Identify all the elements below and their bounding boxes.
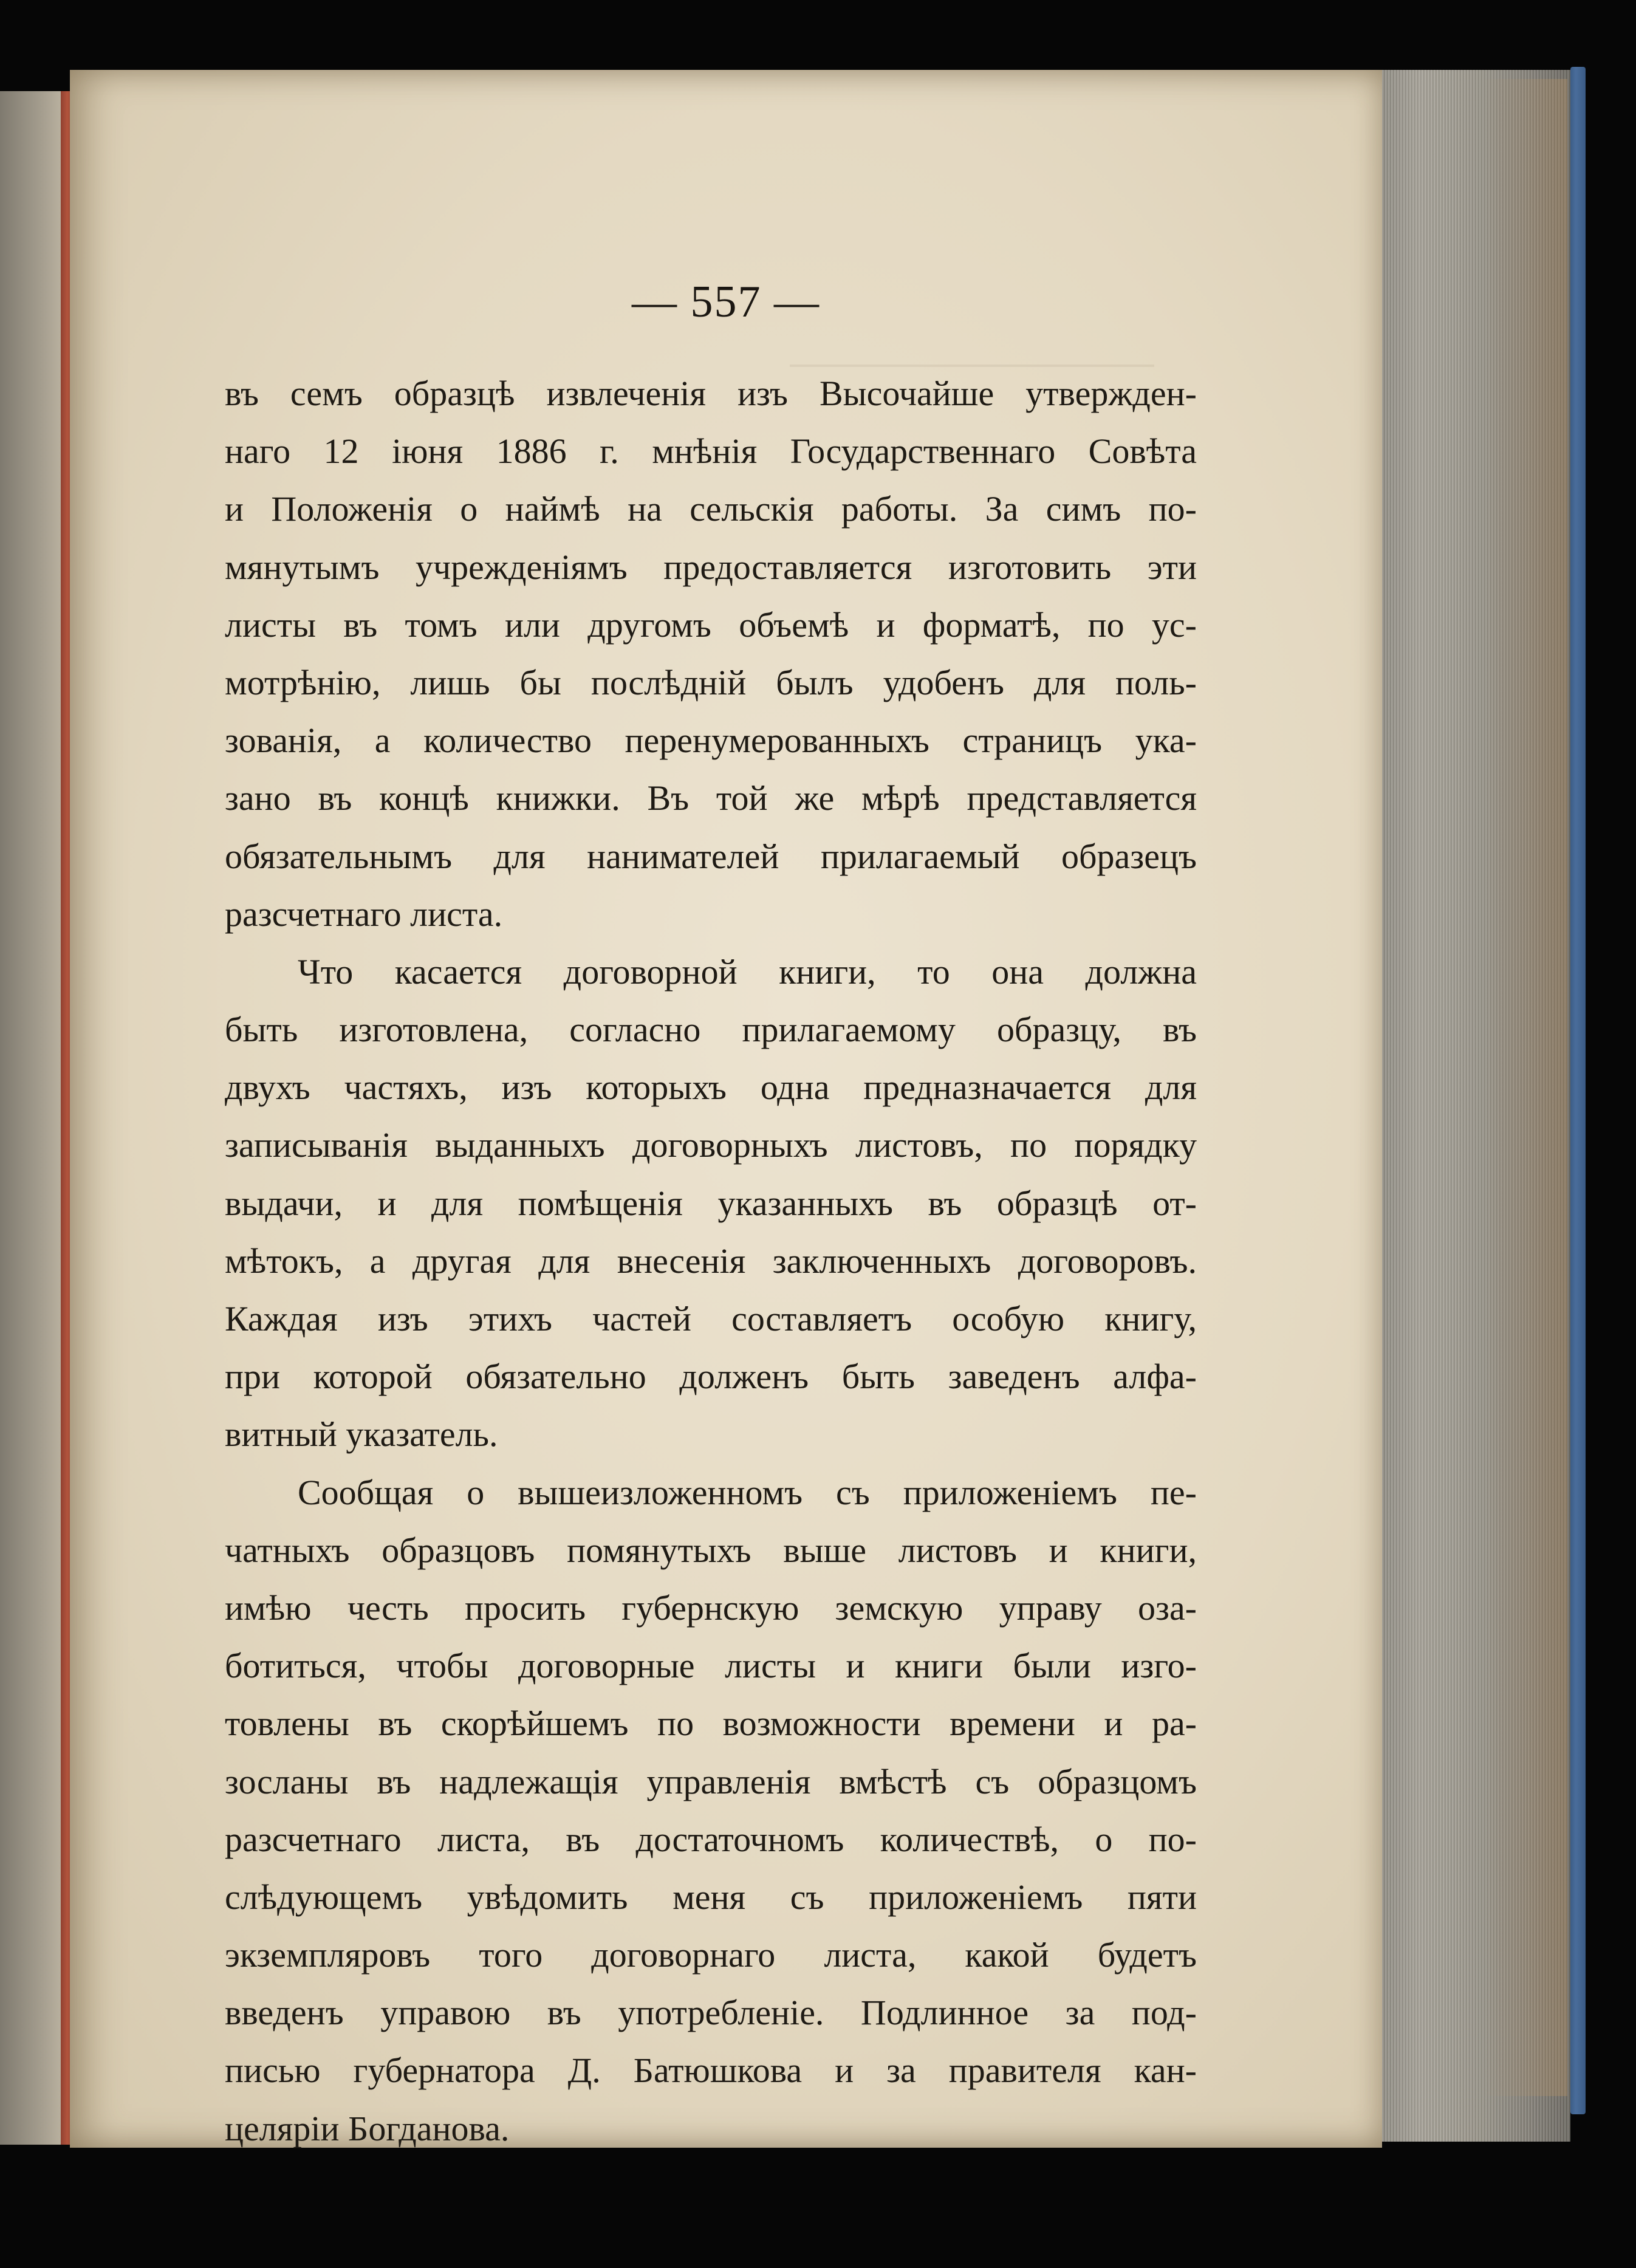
text-line: листы въ томъ или другомъ объемѣ и форматѣ, по ус- [225,605,1197,645]
text-line: ботиться, чтобы договорные листы и книги были изго- [225,1646,1197,1686]
text-line: введенъ управою въ употребленіе. Подлинное за под- [225,1993,1197,2033]
text-line: разсчетнаго листа, въ достаточномъ количествѣ, о по- [225,1819,1197,1859]
text-line: экземпляровъ того договорнаго листа, какой будетъ [225,1935,1197,1975]
text-line: товлены въ скорѣйшемъ по возможности времени и ра- [225,1704,1197,1744]
text-line: зосланы въ надлежащія управленія вмѣстѣ съ образцомъ [225,1761,1197,1801]
text-line: Что касается договорной книги, то она должна [298,951,1197,992]
text-line: наго 12 іюня 1886 г. мнѣнія Государственнаго Совѣта [225,431,1197,471]
text-line: Сообщая о вышеизложенномъ съ приложеніемъ пе- [298,1472,1197,1512]
text-line: Каждая изъ этихъ частей составляетъ особую книгу, [225,1299,1197,1338]
page-stack-tint [1482,79,1567,2096]
page-number: — 557 — [632,277,820,327]
text-line: двухъ частяхъ, изъ которыхъ одна предназначается для [225,1067,1197,1108]
text-line: писью губернатора Д. Батюшкова и за правителя кан- [225,2050,1197,2091]
text-line: и Положенія о наймѣ на сельскія работы. За симъ по- [225,489,1197,529]
text-line: целяріи Богданова. [225,2108,510,2148]
book-cover-edge [1570,67,1586,2114]
text-line: быть изготовлена, согласно прилагаемому образцу, въ [225,1010,1197,1050]
text-line: слѣдующемъ увѣдомить меня съ приложеніемъ пяти [225,1877,1197,1917]
text-line: мѣтокъ, а другая для внесенія заключенныхъ договоровъ. [225,1241,1197,1281]
text-line: выдачи, и для помѣщенія указанныхъ въ образцѣ от- [225,1183,1197,1223]
text-line: разсчетнаго листа. [225,894,503,934]
text-line: обязательнымъ для нанимателей прилагаемый образецъ [225,836,1197,876]
text-line: мотрѣнію, лишь бы послѣдній былъ удобенъ для поль- [225,662,1197,702]
text-line: витный указатель. [225,1414,498,1454]
text-line: имѣю честь просить губернскую земскую управу оза- [225,1588,1197,1628]
text-line: записыванія выданныхъ договорныхъ листовъ, по порядку [225,1125,1197,1165]
text-line: чатныхъ образцовъ помянутыхъ выше листовъ и книги, [225,1530,1197,1570]
body-text [225,365,1197,2157]
text-line: мянутымъ учрежденіямъ предоставляется изготовить эти [225,547,1197,587]
text-line: при которой обязательно долженъ быть заведенъ алфа- [225,1357,1197,1397]
text-line: въ семъ образцѣ извлеченія изъ Высочайше утвержден- [225,374,1197,413]
text-line: зано въ концѣ книжки. Въ той же мѣрѣ представляется [225,778,1197,818]
text-line: зованія, а количество перенумерованныхъ страницъ ука- [225,721,1197,761]
